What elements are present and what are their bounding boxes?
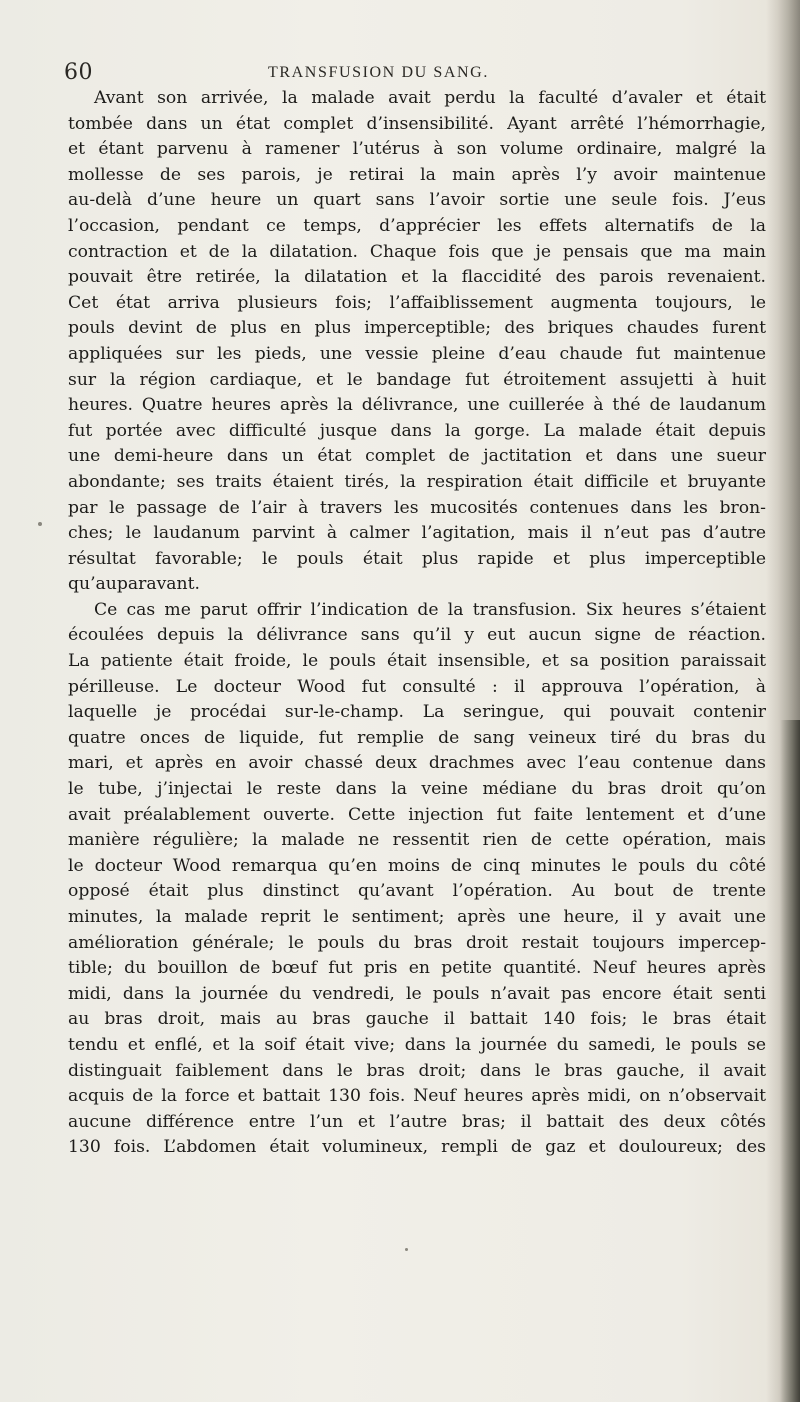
text-line: Avant son arrivée, la malade avait perdu la faculté d’avaler et était [94,88,766,108]
paper-speck [38,522,42,526]
text-line: tombée dans un état complet d’insensibilité. Ayant arrêté l’hémorrhagie, [68,113,766,134]
text-line: ches; le laudanum parvint à calmer l’agitation, mais il n’eut pas d’autre [68,523,766,544]
text-line: pouvait être retirée, la dilatation et la flaccidité des parois revenaient. [68,267,766,288]
text-line: Cet état arriva plusieurs fois; l’affaiblissement augmenta toujours, le [68,292,766,313]
text-line: tendu et enflé, et la soif était vive; dans la journée du samedi, le pouls se [68,1034,766,1055]
text-line: amélioration générale; le pouls du bras droit restait toujours impercep- [68,932,766,953]
scan-shadow-edge-lower [780,720,800,1402]
text-line: et étant parvenu à ramener l’utérus à son volume ordinaire, malgré la [68,139,766,160]
text-line: qu’auparavant. [68,574,200,595]
text-line: par le passage de l’air à travers les mucosités contenues dans les bron- [68,497,766,518]
text-line: appliquées sur les pieds, une vessie pleine d’eau chaude fut maintenue [68,343,766,364]
text-line: La patiente était froide, le pouls était insensible, et sa position paraissait [68,651,766,672]
text-line: contraction et de la dilatation. Chaque fois que je pensais que ma main [68,241,766,262]
text-line: l’occasion, pendant ce temps, d’apprécier les effets alternatifs de la [68,215,766,236]
text-line: sur la région cardiaque, et le bandage fut étroitement assujetti à huit [68,369,766,390]
text-line: acquis de la force et battait 130 fois. Neuf heures après midi, on n’observait [68,1086,766,1107]
text-line: aucune différence entre l’un et l’autre bras; il battait des deux côtés [68,1111,766,1132]
text-line: avait préalablement ouverte. Cette injection fut faite lentement et d’une [68,804,766,825]
paper-speck [405,1248,408,1251]
text-line: manière régulière; la malade ne ressentit rien de cette opération, mais [68,830,766,851]
text-line: 130 fois. L’abdomen était volumineux, rempli de gaz et douloureux; des [68,1137,766,1158]
text-line: le tube, j’injectai le reste dans la veine médiane du bras droit qu’on [68,779,766,800]
running-title: TRANSFUSION DU SANG. [268,64,489,81]
text-line: résultat favorable; le pouls était plus rapide et plus imperceptible [68,548,766,569]
text-line: mari, et après en avoir chassé deux drachmes avec l’eau contenue dans [68,753,766,774]
text-line: Ce cas me parut offrir l’indication de la transfusion. Six heures s’étaient [94,599,766,620]
text-line: minutes, la malade reprit le sentiment; après une heure, il y avait une [68,907,766,927]
text-line: quatre onces de liquide, fut remplie de sang veineux tiré du bras du [68,727,766,748]
text-line: le docteur Wood remarqua qu’en moins de cinq minutes le pouls du côté [68,855,766,876]
text-line: laquelle je procédai sur-le-champ. La seringue, qui pouvait contenir [68,702,766,723]
text-line: mollesse de ses parois, je retirai la main après l’y avoir maintenue [68,164,766,185]
text-line: distinguait faiblement dans le bras droit; dans le bras gauche, il avait [68,1060,766,1081]
text-line: heures. Quatre heures après la délivrance, une cuillerée à thé de laudanum [68,395,766,416]
text-line: périlleuse. Le docteur Wood fut consulté : il approuva l’opération, à [68,676,766,697]
body-text [68,86,766,1161]
text-line: pouls devint de plus en plus imperceptible; des briques chaudes furent [68,318,766,339]
text-line: opposé était plus dinstinct qu’avant l’opération. Au bout de trente [68,881,766,902]
text-line: fut portée avec difficulté jusque dans la gorge. La malade était depuis [68,420,766,441]
text-line: au-delà d’une heure un quart sans l’avoir sortie une seule fois. J’eus [68,190,766,211]
text-line: tible; du bouillon de bœuf fut pris en petite quantité. Neuf heures après [68,958,766,979]
page-number: 60 [64,60,93,85]
text-line: au bras droit, mais au bras gauche il battait 140 fois; le bras était [68,1009,766,1030]
text-line: écoulées depuis la délivrance sans qu’il y eut aucun signe de réaction. [68,625,766,646]
text-line: une demi-heure dans un état complet de jactitation et dans une sueur [68,446,766,467]
text-line: midi, dans la journée du vendredi, le pouls n’avait pas encore était senti [68,983,766,1004]
text-line: abondante; ses traits étaient tirés, la respiration était difficile et bruyante [68,471,766,492]
